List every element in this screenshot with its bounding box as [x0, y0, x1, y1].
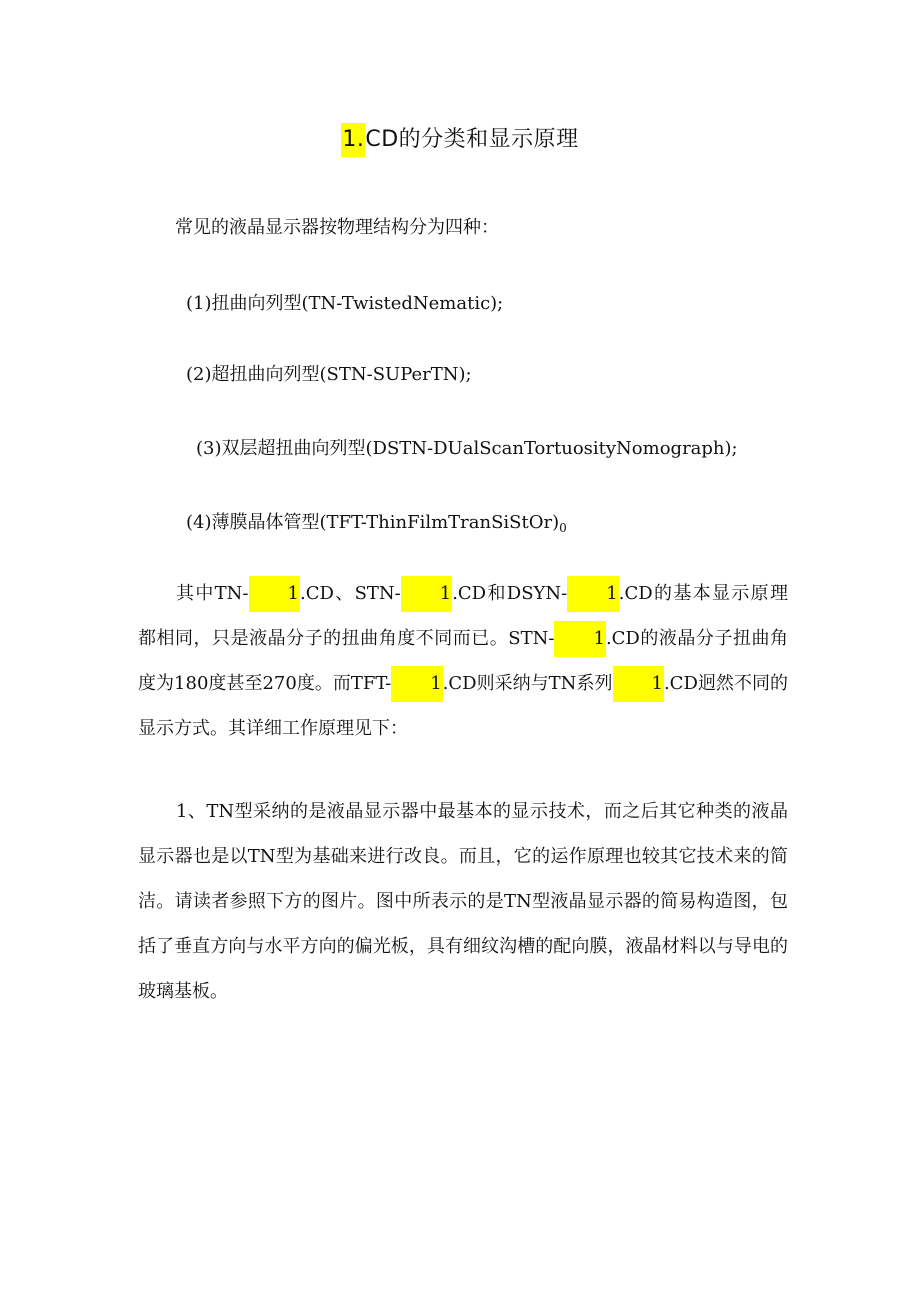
para1-text: 其中TN- — [176, 583, 249, 604]
page-title — [0, 122, 920, 158]
para1-text: .CD的液晶分子扭曲角度为180度甚至270度。而TFT- — [138, 628, 788, 694]
list-item-tft-text: (4)薄膜晶体管型(TFT-ThinFilmTranSiStOr) — [186, 512, 560, 533]
intro-text: 常见的液晶显示器按物理结构分为四种： — [175, 217, 499, 238]
list-item-tn: (1)扭曲向列型(TN-TwistedNematic); — [186, 293, 504, 314]
para1-highlight: 1 — [613, 666, 664, 702]
para1-text: .CD、STN- — [299, 583, 401, 604]
title-text: CD的分类和显示原理 — [365, 127, 579, 152]
para1-text: .CD迥然不同的显示方式。其详细工作原理见下： — [138, 673, 788, 739]
para1-highlight: 1 — [401, 576, 452, 612]
para1-highlight: 1 — [249, 576, 300, 612]
paragraph-tn-principle: 1、TN型采纳的是液晶显示器中最基本的显示技术，而之后其它种类的液晶显示器也是以TN型为基础来进行改良。而且，它的运作原理也较其它技术来的简洁。请读者参照下方的图片。图中所表示的是TN型液晶显示器的简易构造图，包括了垂直方向与水平方向的偏光板，具有细纹沟槽的配向膜，液晶材料以与导电的玻璃基板。 — [138, 801, 788, 1002]
para1-highlight: 1 — [567, 576, 618, 612]
list-item-tft-suffix: 0 — [559, 521, 567, 535]
para1-text: .CD和DSYN- — [452, 583, 568, 604]
para1-text: .CD则采纳与TN系列 — [442, 673, 613, 694]
list-item-dstn: (3)双层超扭曲向列型(DSTN-DUalScanTortuosityNomograph); — [196, 438, 738, 459]
list-item-tft — [186, 508, 567, 543]
title-highlight: 1. — [341, 123, 365, 157]
para1-highlight: 1 — [554, 621, 605, 657]
para1-highlight: 1 — [391, 666, 442, 702]
list-item-stn: (2)超扭曲向列型(STN-SUPerTN); — [186, 364, 472, 385]
paragraph-lcd-types — [138, 571, 788, 751]
para1-text: .CD的基本显示原理都相同，只是液晶分子的扭曲角度不同而已。STN- — [138, 583, 788, 649]
